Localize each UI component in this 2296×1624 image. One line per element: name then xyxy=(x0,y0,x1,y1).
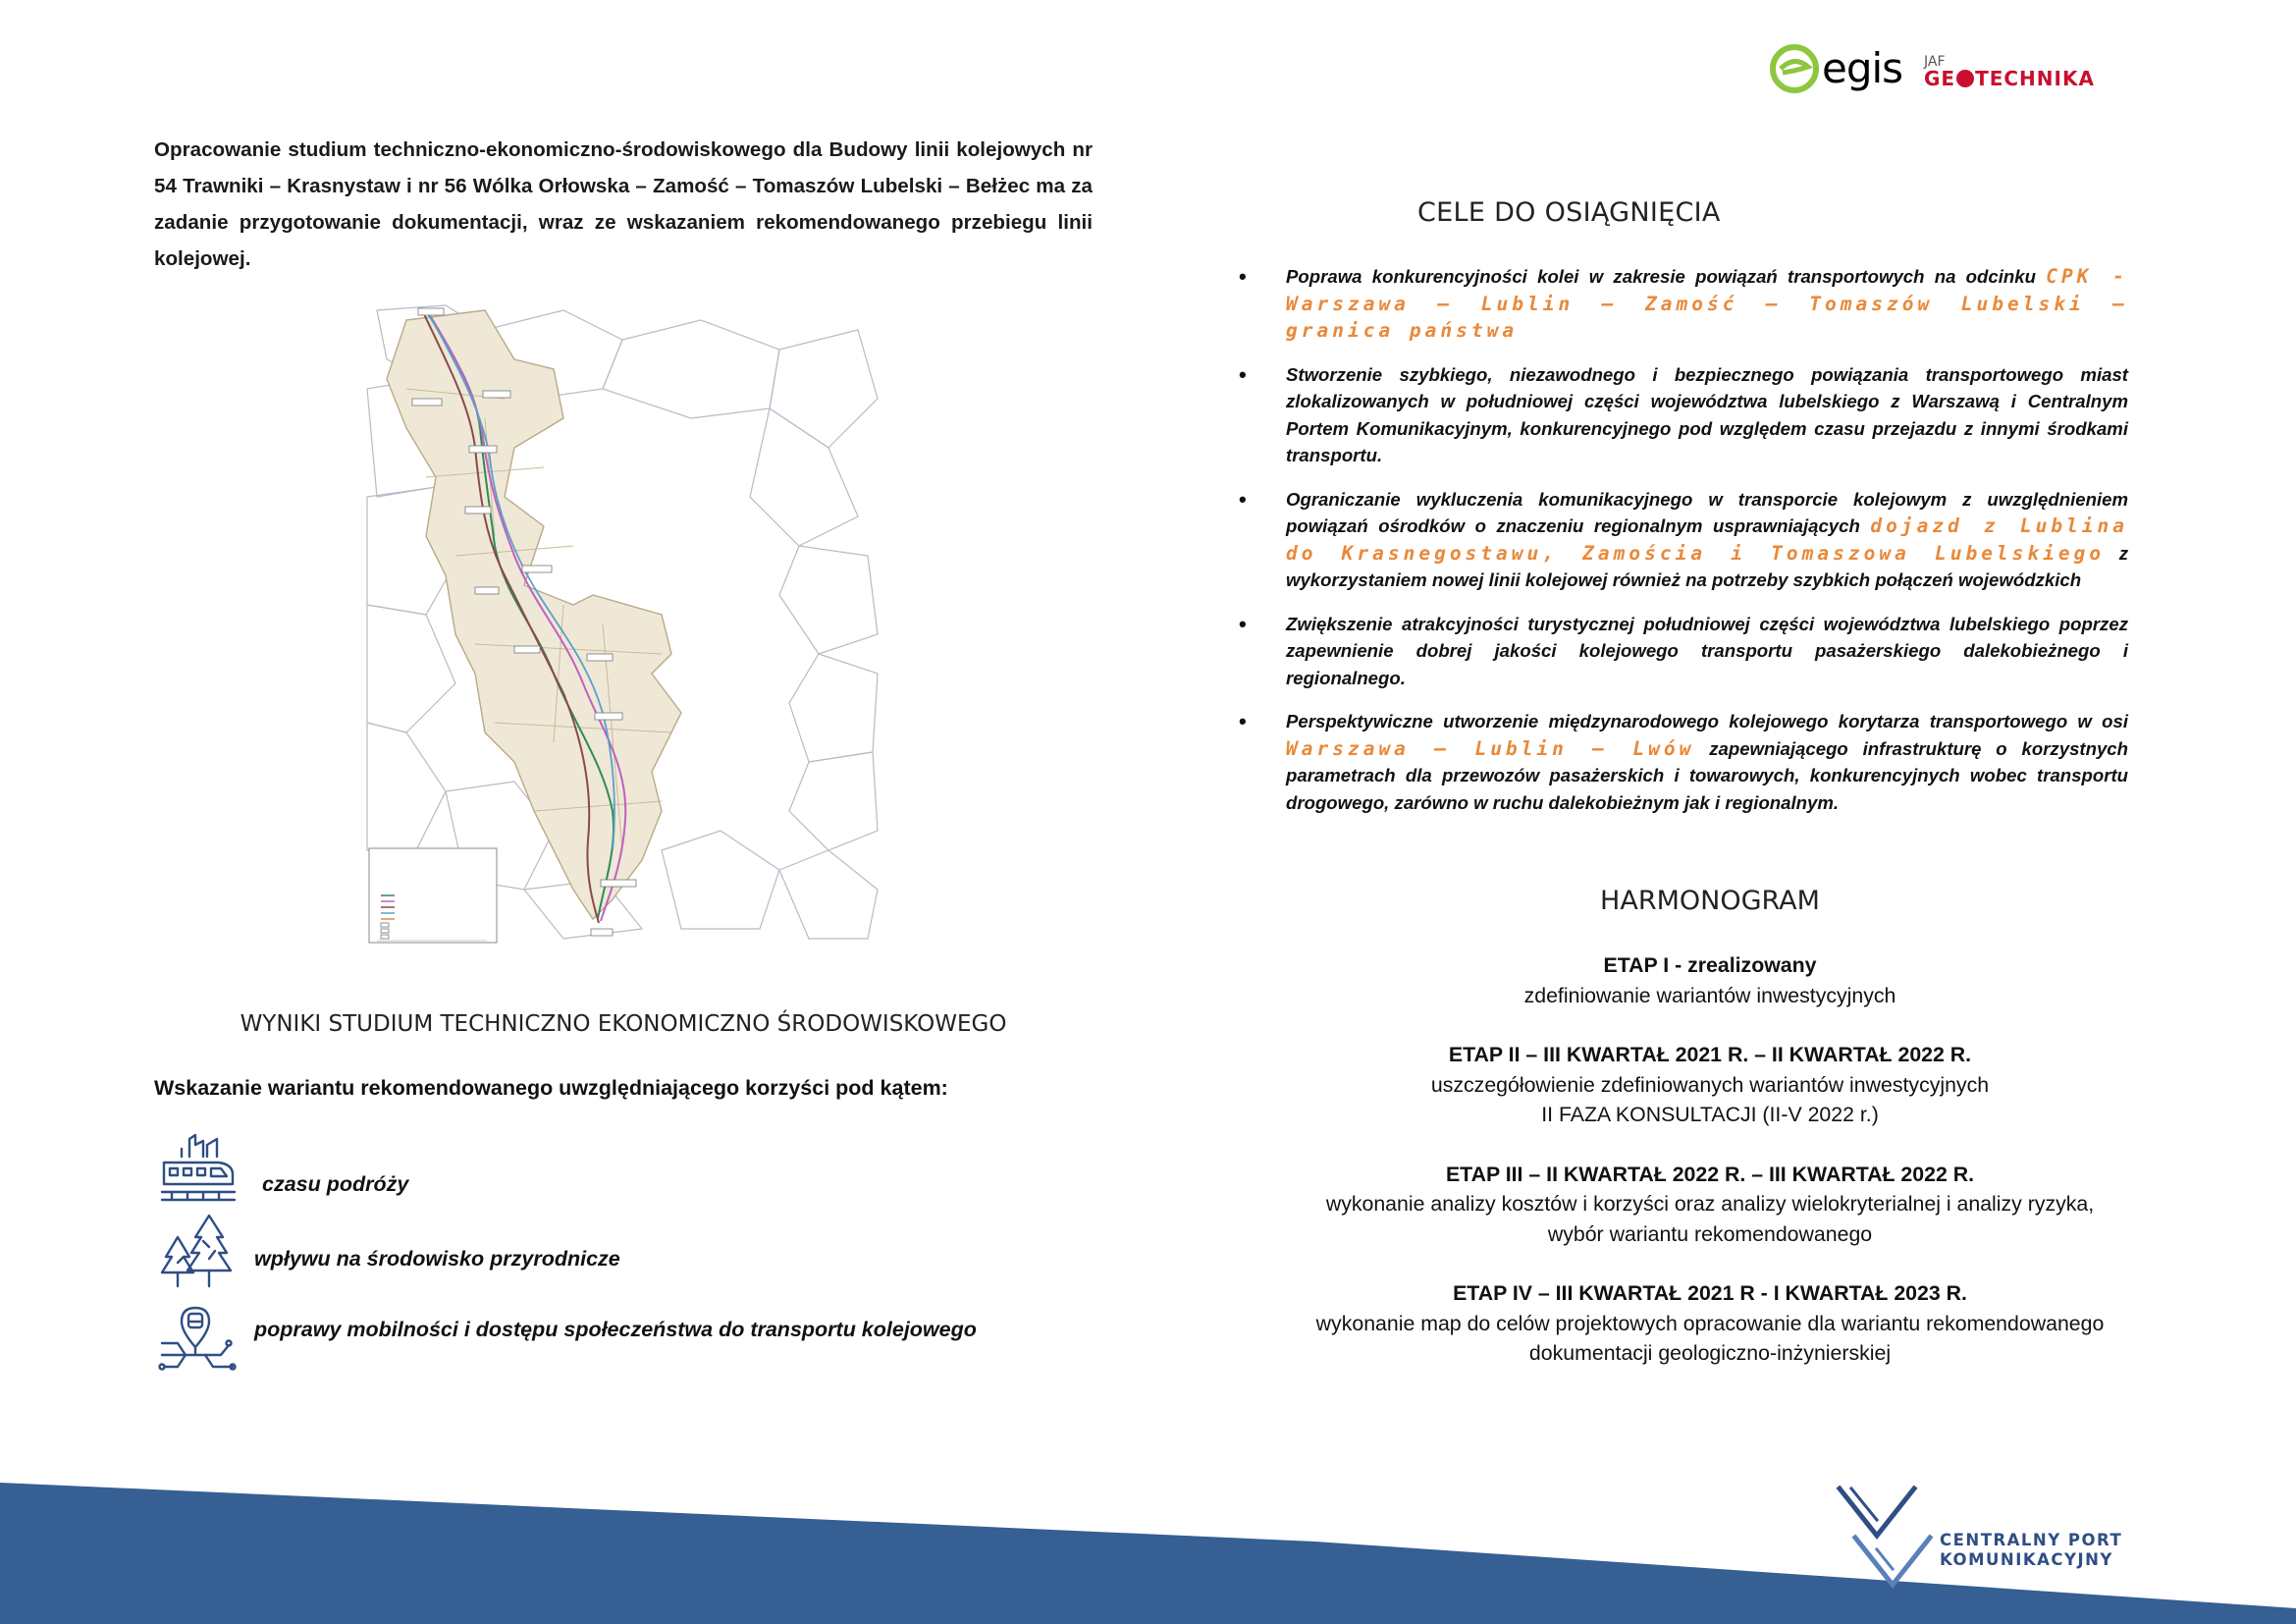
schedule-stage xyxy=(1239,1040,2181,1130)
goals-heading: CELE DO OSIĄGNIĘCIA xyxy=(1417,197,1721,228)
benefit-label: poprawy mobilności i dostępu społeczeństwa do transportu kolejowego xyxy=(254,1318,977,1341)
goal-highlight: CPK - Warszawa – Lublin – Zamość – Tomaszów Lubelski – granica państwa xyxy=(1286,265,2129,342)
stage-title: ETAP II – III KWARTAŁ 2021 R. – II KWARTAŁ 2022 R. xyxy=(1448,1043,1972,1066)
goal-item xyxy=(1239,611,2128,692)
schedule-heading: HARMONOGRAM xyxy=(1600,886,1820,916)
results-subheading: Wskazanie wariantu rekomendowanego uwzględniającego korzyści pod kątem: xyxy=(154,1076,948,1100)
goal-text: Perspektywiczne utworzenie międzynarodowego kolejowego korytarza transportowego w osi xyxy=(1286,711,2128,731)
goal-text: Zwiększenie atrakcyjności turystycznej południowej części województwa lubelskiego poprzez zapewnienie dobrej jakości kolejowego transportu pasażerskiego dalekobieżnego i regionalnego. xyxy=(1286,613,2128,688)
cpk-name-line2: KOMUNIKACYJNY xyxy=(1940,1550,2113,1569)
route-map-svg xyxy=(367,300,880,945)
goal-highlight: Warszawa – Lublin – Lwów xyxy=(1286,736,1695,760)
benefit-label: czasu podróży xyxy=(262,1172,409,1196)
goal-item xyxy=(1239,708,2128,816)
stage-line: zdefiniowanie wariantów inwestycyjnych xyxy=(1523,983,1896,1007)
stage-line: dokumentacji geologiczno-inżynierskiej xyxy=(1528,1341,1892,1365)
stage-line: wykonanie map do celów projektowych opracowanie dla wariantu rekomendowanego xyxy=(1315,1311,2105,1335)
jaf-text: JAF xyxy=(1924,54,1946,70)
schedule-stage xyxy=(1239,1278,2181,1369)
route-map xyxy=(367,300,880,945)
stage-line: II FAZA KONSULTACJI (II-V 2022 r.) xyxy=(1541,1103,1879,1126)
stage-line: wykonanie analizy kosztów i korzyści oraz analizy wielokryterialnej i analizy ryzyka, xyxy=(1325,1192,2095,1216)
goals-list xyxy=(1239,263,2128,833)
trees-icon xyxy=(158,1212,237,1290)
results-heading: WYNIKI STUDIUM TECHNICZNO EKONOMICZNO ŚRODOWISKOWEGO xyxy=(240,1011,1007,1037)
geotechnika-logo xyxy=(1924,67,2095,90)
benefit-environment xyxy=(154,1212,1038,1290)
goal-item xyxy=(1239,263,2128,345)
goal-item xyxy=(1239,361,2128,469)
benefit-travel-time xyxy=(154,1131,1038,1210)
mobility-network-icon xyxy=(158,1304,237,1382)
goal-text: Poprawa konkurencyjności kolei w zakresie powiązań transportowych na odcinku xyxy=(1286,266,2047,287)
partner-logos xyxy=(1767,37,2160,96)
train-city-icon xyxy=(158,1131,237,1210)
svg-text:egis: egis xyxy=(1822,44,1903,92)
schedule-stage xyxy=(1239,950,2181,1010)
stage-title: ETAP IV – III KWARTAŁ 2021 R - I KWARTAŁ 2023 R. xyxy=(1453,1281,1967,1305)
cpk-name-line1: CENTRALNY PORT xyxy=(1940,1531,2123,1549)
stage-title: ETAP I - zrealizowany xyxy=(1603,953,1817,977)
stage-line: wybór wariantu rekomendowanego xyxy=(1547,1221,1873,1246)
cpk-logo xyxy=(1838,1487,2123,1593)
goal-text: Ograniczanie wykluczenia komunikacyjnego w transporcie kolejowym z uwzględnieniem powiązań ośrodków o znaczeniu regionalnym usprawniających xyxy=(1286,488,2128,536)
goal-text-after: zapewniającego infrastrukturę o korzystnych parametrach dla przewozów pasażerskich i towarowych, konkurencyjnych wobec transportu drogowego, zarówno w ruchu dalekobieżnym jak i regionalnym. xyxy=(1286,737,2128,813)
benefit-mobility xyxy=(154,1304,1038,1382)
goal-highlight: dojazd z Lublina do Krasnegostawu, Zamościa i Tomaszowa Lubelskiego xyxy=(1286,514,2129,565)
intro-paragraph: Opracowanie studium techniczno-ekonomiczno-środowiskowego dla Budowy linii kolejowych nr 54 Trawniki – Krasnystaw i nr 56 Wólka Orłowska – Zamość – Tomaszów Lubelski – Bełżec ma za zadanie przygotowanie dokumentacji, wraz ze wskazaniem rekomendowanego przebiegu linii kolejowej. xyxy=(154,138,1093,270)
schedule xyxy=(1239,950,2181,1398)
stage-title: ETAP III – II KWARTAŁ 2022 R. – III KWARTAŁ 2022 R. xyxy=(1445,1162,1975,1186)
goal-item xyxy=(1239,486,2128,594)
goal-text: Stworzenie szybkiego, niezawodnego i bezpiecznego powiązania transportowego miast zlokalizowanych w południowej części województwa lubelskiego z Warszawą i Centralnym Portem Komunikacyjnym, konkurencyjnego pod względem czasu przejazdu z innymi środkami transportu. xyxy=(1286,363,2128,465)
goal-text-after: z wykorzystaniem nowej linii kolejowej również na potrzeby szybkich połączeń wojewódzkich xyxy=(1286,542,2128,590)
globe-icon xyxy=(1956,70,1974,87)
benefit-label: wpływu na środowisko przyrodnicze xyxy=(254,1247,620,1271)
stage-line: uszczegółowienie zdefiniowanych wariantów inwestycyjnych xyxy=(1430,1072,1990,1097)
schedule-stage xyxy=(1239,1160,2181,1250)
geotechnika-suffix: TECHNIKA xyxy=(1975,67,2095,90)
map-legend xyxy=(369,848,497,943)
geotechnika-prefix: GE xyxy=(1924,67,1956,90)
